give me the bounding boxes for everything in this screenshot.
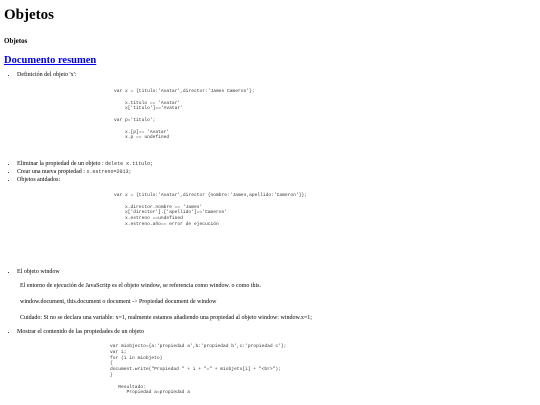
nested-objects-label: Objetos anidados: [17,177,61,183]
section-show-properties [4,328,536,336]
list-item: • Eliminar la propiedad de un objeto : delete x.titulo; [17,160,536,168]
list-item: • Crear una nueva propiedad : x.estreno=2013; [17,168,536,176]
code-block-definition: var x = {titulo:'Avatar',director:'James Cameron'}; x.titulo == 'Avatar' x['titulo']=='Avatar' var p='titulo'; x.[p]== 'Avatar' x.p == undefined [114,89,255,141]
section-properties [4,160,536,184]
code-block-nested: var x = {titulo:'Avatar',director {nombre:'James,apellido:'Cameron'}}; x.director.nombre == 'James' x['director'].['apellido']=='Cameron' x.estreno ==undefined x.estreno.año== error de ejecución [114,193,307,227]
page-title: Objetos [4,7,54,23]
definition-label: Definición del objeto 'x': [17,72,77,78]
page-subtitle: Objetos [4,37,28,45]
show-properties-label: Mostrar el contenido de las propiedades de un objeto [17,329,144,335]
list-item [17,328,536,336]
section-definition [4,71,536,79]
code-block-forin: var miobjecto={a:'propiedad a',b:'propiedad b',c:'propiedad c'}; var i; for (i in miobjeto) { document.write("Propiedad " + i + "=" + miobjeto[i] + "<br>"); } Resultado: Propiedad a=propiedad a [110,344,287,396]
list-item [17,71,536,79]
document-page [4,6,536,396]
window-paragraph-1: El entorno de ejecución de JavaScritp es el objeto window, se referencia como window. o como this. [20,283,261,289]
code-delete: delete x.titulo; [105,161,154,167]
section-window [4,268,536,276]
list-item [17,176,536,184]
document-summary-link[interactable]: Documento resumen [4,55,97,66]
window-paragraph-3: Cuidado: Si no se declara una variable: x=1, realmente estamos añadiendo una propiedad al objeto window: window.x=1; [20,315,312,321]
window-paragraph-2: window.document, this.document o document -> Propiedad document de window [20,299,217,305]
list-item [17,268,536,276]
code-estreno: x.estreno=2013; [86,169,132,175]
window-label: El objeto window [17,269,60,275]
